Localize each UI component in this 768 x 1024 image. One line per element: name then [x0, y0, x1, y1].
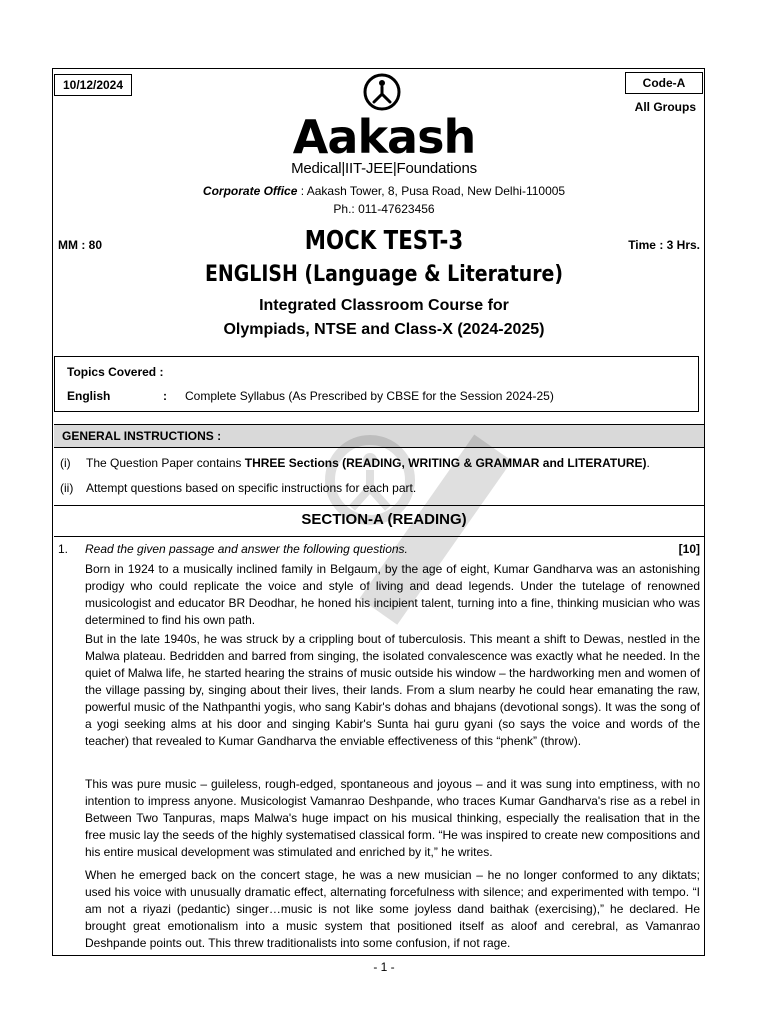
section-divider-top [54, 505, 704, 506]
instruction-item [60, 455, 650, 471]
general-instructions-heading: GENERAL INSTRUCTIONS : [54, 424, 704, 448]
instruction-text: The Question Paper contains [86, 456, 245, 470]
max-marks: MM : 80 [58, 238, 103, 252]
phone-number: Ph.: 011-47623456 [333, 202, 435, 216]
topics-subject: English [67, 389, 111, 403]
subject-title: ENGLISH (Language & Literature) [204, 262, 564, 287]
course-line-1: Integrated Classroom Course for [259, 297, 509, 314]
date-box: 10/12/2024 [54, 74, 132, 96]
instruction-number: (ii) [60, 481, 74, 495]
code-box: Code-A [625, 72, 703, 94]
section-divider-bottom [54, 536, 704, 537]
instruction-bold: THREE Sections (READING, WRITING & GRAMMAR and LITERATURE) [244, 456, 647, 470]
brand-subtitle: Medical|IIT-JEE|Foundations [291, 160, 477, 177]
topics-syllabus: Complete Syllabus (As Prescribed by CBSE for the Session 2024-25) [185, 389, 554, 403]
section-title: SECTION-A (READING) [301, 511, 467, 528]
page-number: - 1 - [373, 960, 395, 974]
time-allowed: Time : 3 Hrs. [628, 238, 700, 252]
passage-paragraph-1: Born in 1924 to a musically inclined family in Belgaum, by the age of eight, Kumar Gandharva was an astonishing prodigy who could replicate the voice and style of living and dead legends. Under the tutelage of renowned musicologist and educator BR Deodhar, he honed his incipient talent, turning into a fine, thinking musician who was determined to find his own path. [85, 562, 700, 627]
question-marks: [10] [678, 542, 700, 556]
topics-colon: : [163, 389, 167, 403]
instruction-item [60, 480, 416, 496]
instruction-text: Attempt questions based on specific instructions for each part. [86, 481, 417, 495]
office-label: Corporate Office [202, 184, 298, 198]
groups-label: All Groups [634, 100, 696, 114]
passage-paragraph-4: When he emerged back on the concert stage, he was a new musician – he no longer conformed to any diktats; used his voice with unusually dramatic effect, alternating forcefulness with silence; and experimented with tempo. “I am not a riyazi (pedantic) singer…music is not like some joyless dand baithak (exercising),” he declared. He brought great emotionalism into a music system that positioned itself as aloof and cerebral, as Vamanrao Deshpande points out. This threw traditionalists into some confusion, if not rage. [85, 868, 700, 950]
passage-paragraph-3: This was pure music – guileless, rough-edged, spontaneous and joyous – and it was sung into emptiness, with no intention to impress anyone. Musicologist Vamanrao Deshpande, who traces Kumar Gandharva's rise as a rebel in Between Two Tanpuras, maps Malwa's huge impact on his musical thinking, especially the realisation that in the free music lay the seeds of the highly systematised classical form. “He was inspired to create new compositions and his entire musical development was stimulated and enriched by it,” he writes. [85, 777, 700, 859]
instruction-number: (i) [60, 456, 71, 470]
topics-box [54, 356, 699, 412]
course-line-2: Olympiads, NTSE and Class-X (2024-2025) [223, 321, 545, 338]
test-title: MOCK TEST-3 [304, 226, 464, 256]
instruction-end: . [646, 456, 650, 470]
office-address: : Aakash Tower, 8, Pusa Road, New Delhi-110005 [297, 184, 566, 198]
topics-heading: Topics Covered : [67, 365, 164, 379]
question-number: 1. [58, 542, 69, 556]
corporate-office [0, 184, 768, 198]
brand-wordmark: Aakash [292, 110, 476, 164]
question-prompt: Read the given passage and answer the following questions. [85, 542, 408, 556]
aakash-logo-icon [362, 72, 402, 112]
passage-paragraph-2: But in the late 1940s, he was struck by a crippling bout of tuberculosis. This meant a shift to Dewas, nestled in the Malwa plateau. Bedridden and barred from singing, the isolated convalescence was exactly what he needed. In the quiet of Malwa life, he started hearing the strains of music outside his window – the hardworking men and women of the village passing by, singing about their lives, their lands. From a slum nearby he could hear emanating the raw, powerful music of the Nathpanthi yogis, who sang Kabir's dohas and bhajans (devotional songs). It was the song of a yogi seeking alms at his door and singing Kabir's Sunta hai guru gyani (so says the voice and words of the teacher) that revealed to Kumar Gandharva the enviable effectiveness of this “phenk” (throw). [85, 632, 700, 748]
